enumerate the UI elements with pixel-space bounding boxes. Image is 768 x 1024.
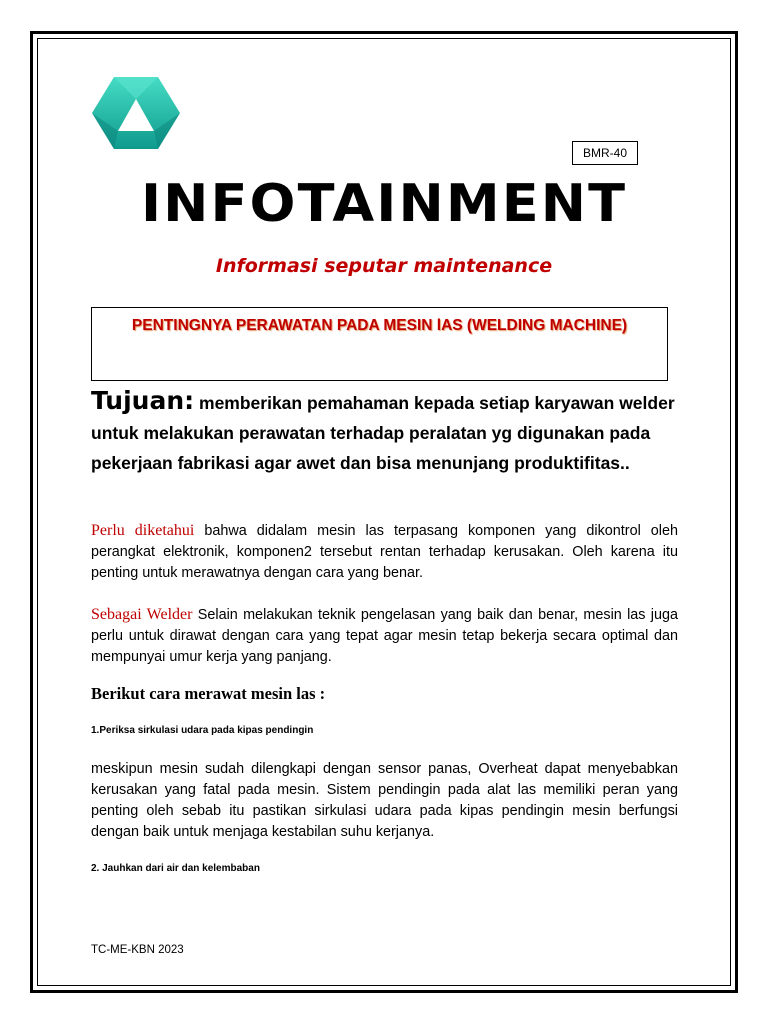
footer-code: TC-ME-KBN 2023 (91, 944, 184, 956)
objective-paragraph (91, 386, 681, 478)
step-1-title: 1.Periksa sirkulasi udara pada kipas pendingin (91, 725, 314, 736)
topic-box (91, 307, 668, 381)
page-title: INFOTAINMENT (140, 174, 628, 234)
company-logo-icon (92, 77, 180, 149)
paragraph-perlu-diketahui (91, 520, 678, 584)
topic-heading: PENTINGNYA PERAWATAN PADA MESIN lAS (WELDING MACHINE) (131, 317, 628, 334)
paragraph-lead: Perlu diketahui (91, 522, 195, 539)
step-1-text: meskipun mesin sudah dilengkapi dengan sensor panas, Overheat dapat menyebabkan kerusakan yang fatal pada mesin. Sistem pendingin pada alat las memiliki peran yang penting oleh sebab itu pastikan sirkulasi udara pada kipas pendingin mesin berfungsi dengan baik untuk menjaga kestabilan suhu kerjanya. (91, 761, 678, 840)
care-steps-heading: Berikut cara merawat mesin las : (91, 684, 326, 703)
paragraph-text: Selain melakukan teknik pengelasan yang baik dan benar, mesin las juga perlu untuk dirawat dengan cara yang tepat agar mesin tetap bekerja secara optimal dan mempunyai umur kerja yang panjang. (91, 607, 679, 665)
objective-label: Tujuan: (91, 386, 195, 415)
paragraph-sebagai-welder (91, 604, 678, 668)
objective-text: memberikan pemahaman kepada setiap karyawan welder untuk melakukan perawatan terhadap peralatan yg digunakan pada pekerjaan fabrikasi agar awet dan bisa menunjang produktifitas.. (91, 393, 675, 473)
paragraph-text: bahwa didalam mesin las terpasang komponen yang dikontrol oleh perangkat elektronik, komponen2 tersebut rentan terhadap kerusakan. Oleh karena itu penting untuk merawatnya dengan cara yang benar. (91, 523, 678, 581)
step-2-title: 2. Jauhkan dari air dan kelembaban (91, 863, 260, 874)
document-code-badge: BMR-40 (572, 141, 638, 165)
page-subtitle: Informasi seputar maintenance (215, 255, 553, 277)
paragraph-lead: Sebagai Welder (91, 606, 193, 623)
